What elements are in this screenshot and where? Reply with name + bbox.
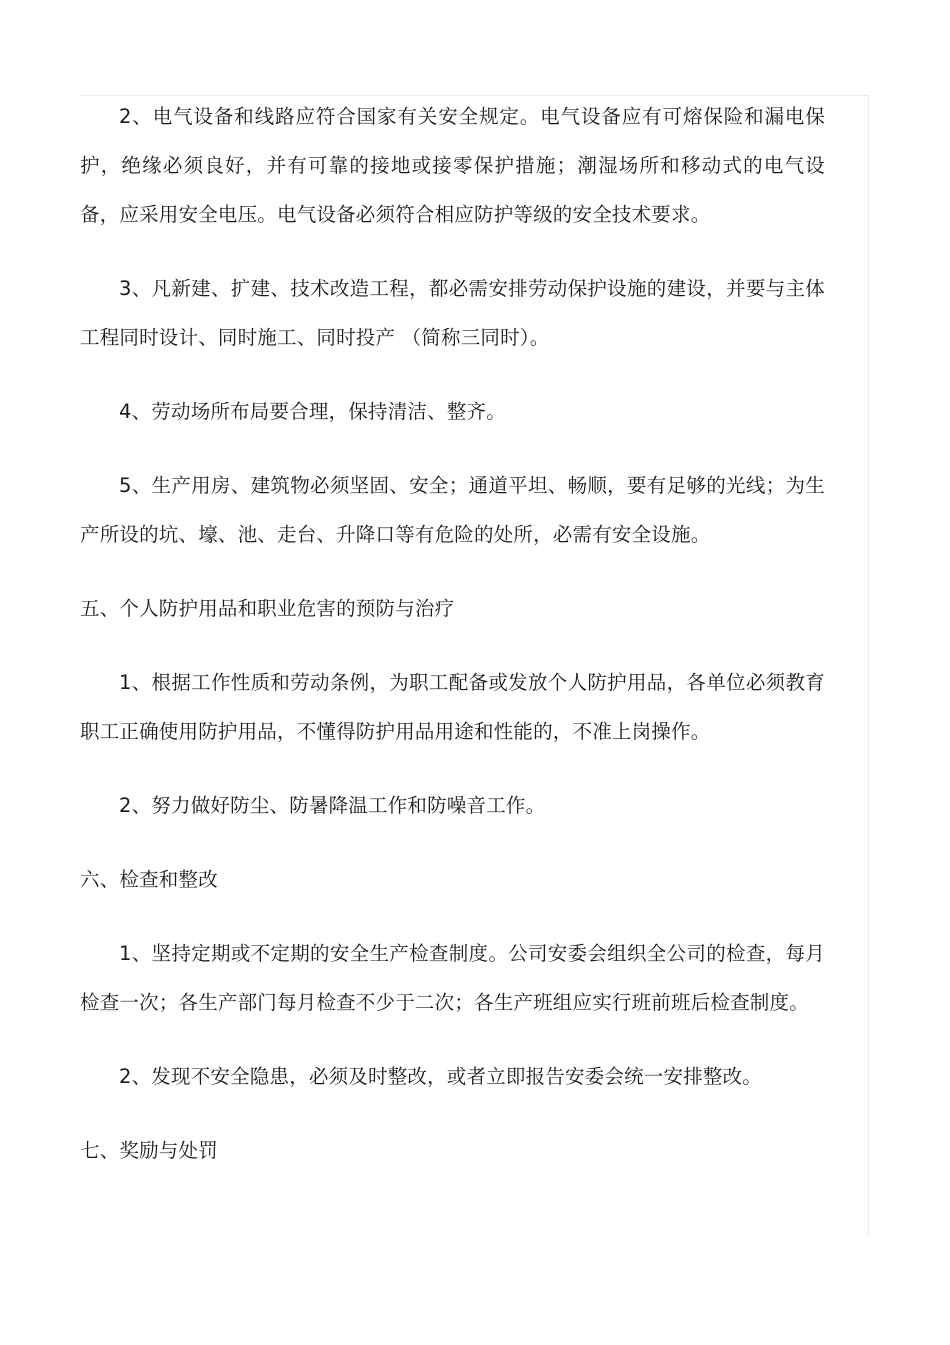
- section-heading-seven: 七、奖励与处罚: [80, 1139, 218, 1162]
- paragraph-protective-equipment: 1、根据工作性质和劳动条例，为职工配备或发放个人防护用品，各单位必须教育职工正确使用防护用品，不懂得防护用品用途和性能的，不准上岗操作。: [80, 671, 825, 743]
- document-body: [80, 92, 825, 1175]
- paragraph-dust-heat-noise: 2、努力做好防尘、防暑降温工作和防噪音工作。: [119, 794, 546, 817]
- section-heading-six: 六、检查和整改: [80, 868, 218, 891]
- paragraph-production-buildings: 5、生产用房、建筑物必须坚固、安全；通道平坦、畅顺，要有足够的光线；为生产所设的坑、壕、池、走台、升降口等有危险的处所，必需有安全设施。: [80, 474, 825, 546]
- paragraph-electrical-equipment: 2、电气设备和线路应符合国家有关安全规定。电气设备应有可熔保险和漏电保护，绝缘必须良好，并有可靠的接地或接零保护措施；潮湿场所和移动式的电气设备，应采用安全电压。电气设备必须符合相应防护等级的安全技术要求。: [80, 105, 825, 226]
- section-heading-five: 五、个人防护用品和职业危害的预防与治疗: [80, 597, 455, 620]
- paragraph-three-simultaneous: 3、凡新建、扩建、技术改造工程，都必需安排劳动保护设施的建设，并要与主体工程同时设计、同时施工、同时投产 （简称三同时）。: [80, 277, 825, 349]
- paragraph-hazard-rectification: 2、发现不安全隐患，必须及时整改，或者立即报告安委会统一安排整改。: [119, 1065, 763, 1088]
- paragraph-inspection-system: 1、坚持定期或不定期的安全生产检查制度。公司安委会组织全公司的检查，每月检查一次；各生产部门每月检查不少于二次；各生产班组应实行班前班后检查制度。: [80, 942, 825, 1014]
- paragraph-workplace-layout: 4、劳动场所布局要合理，保持清洁、整齐。: [119, 400, 506, 423]
